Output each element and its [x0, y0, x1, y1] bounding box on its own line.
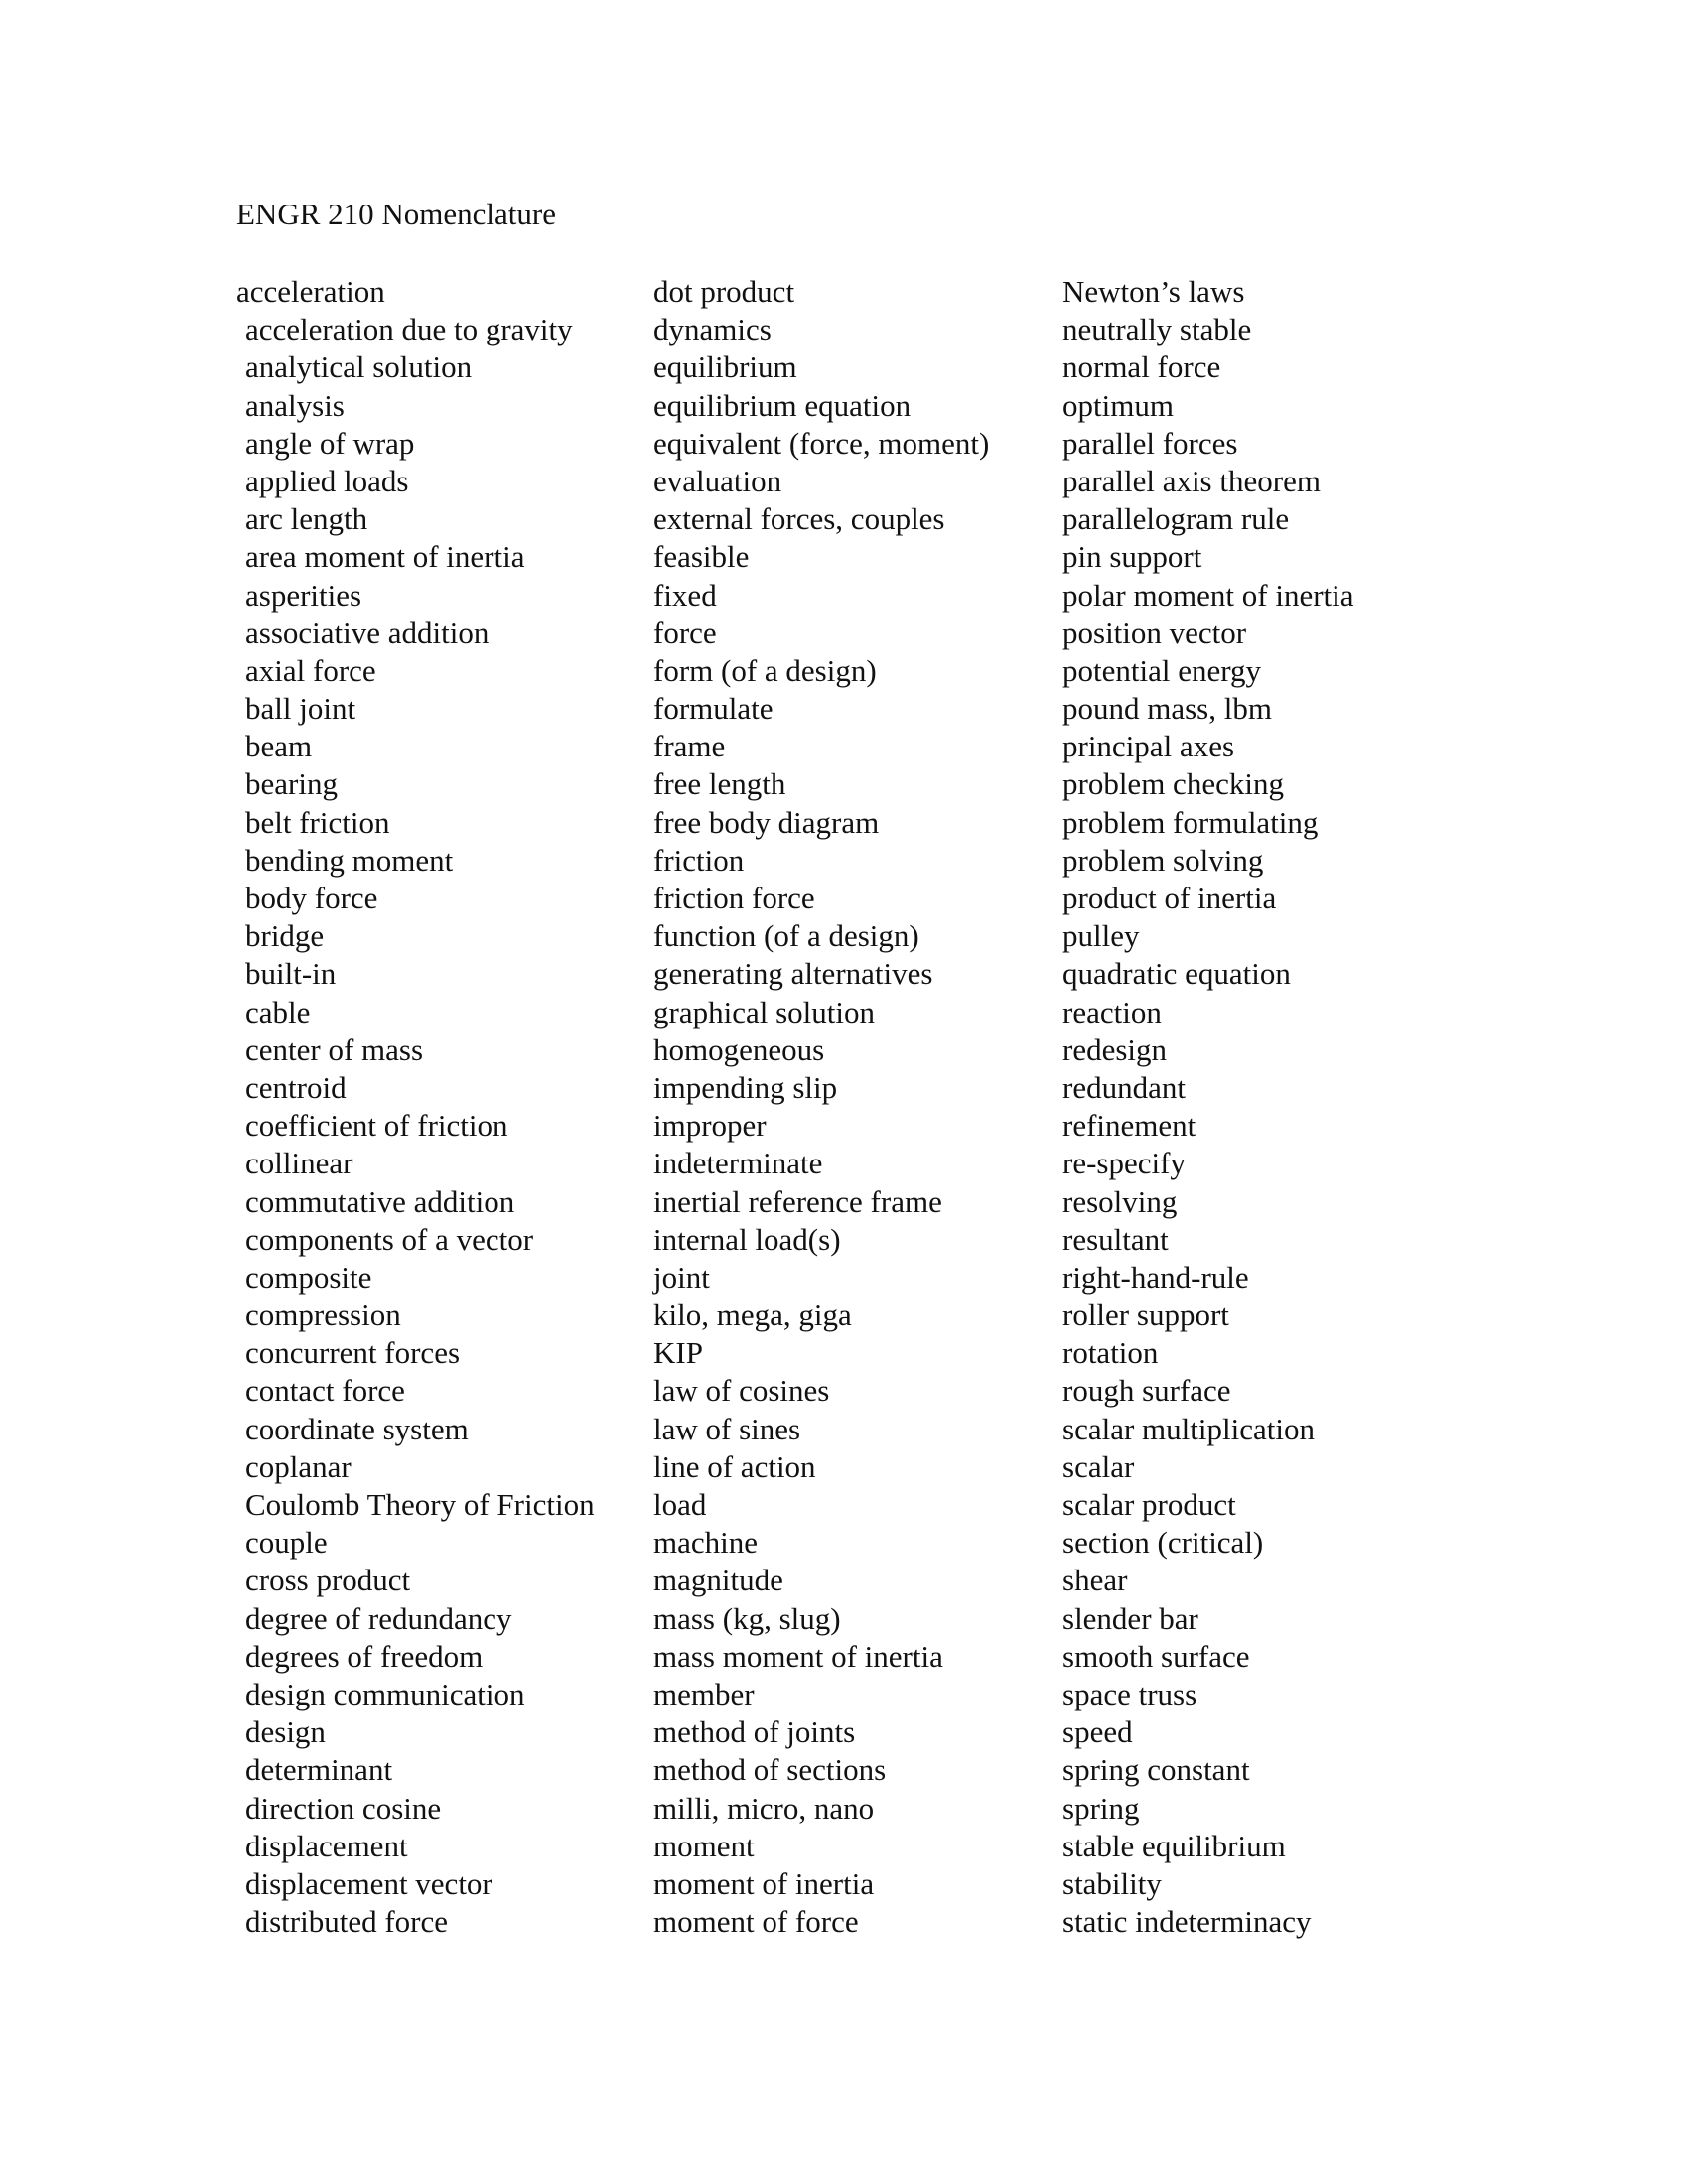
- term-item: scalar: [1062, 1448, 1135, 1484]
- term-item: position vector: [1062, 614, 1247, 650]
- term-item: angle of wrap: [245, 425, 415, 461]
- term-item: axial force: [245, 652, 376, 688]
- term-item: concurrent forces: [245, 1335, 461, 1371]
- term-item: compression: [245, 1297, 401, 1333]
- term-item: reaction: [1062, 994, 1162, 1029]
- page-title: ENGR 210 Nomenclature: [236, 197, 556, 231]
- term-item: free body diagram: [653, 804, 880, 840]
- term-item: equivalent (force, moment): [653, 425, 990, 461]
- term-item: parallel axis theorem: [1062, 463, 1321, 498]
- term-item: built-in: [245, 956, 337, 992]
- term-item: dynamics: [653, 312, 772, 347]
- term-item: dot product: [653, 274, 795, 309]
- term-item: Newton’s laws: [1062, 274, 1245, 309]
- term-item: mass (kg, slug): [653, 1600, 841, 1636]
- term-item: impending slip: [653, 1069, 838, 1105]
- term-item: roller support: [1062, 1297, 1229, 1333]
- term-item: space truss: [1062, 1676, 1197, 1711]
- term-item: stable equilibrium: [1062, 1828, 1286, 1863]
- term-item: coordinate system: [245, 1411, 469, 1446]
- term-item: fixed: [653, 577, 717, 613]
- term-item: scalar product: [1062, 1487, 1236, 1522]
- term-item: shear: [1062, 1563, 1128, 1598]
- term-item: method of joints: [653, 1714, 856, 1750]
- term-column-3: [1062, 273, 1479, 1941]
- term-item: stability: [1062, 1865, 1162, 1901]
- term-item: pin support: [1062, 539, 1202, 575]
- term-item: distributed force: [245, 1904, 449, 1940]
- term-item: resolving: [1062, 1183, 1178, 1219]
- term-item: moment of force: [653, 1904, 859, 1940]
- term-item: problem checking: [1062, 766, 1284, 802]
- term-item: acceleration: [236, 274, 385, 309]
- term-column-1: [236, 273, 633, 1941]
- term-item: beam: [245, 729, 313, 764]
- term-item: redesign: [1062, 1031, 1168, 1067]
- term-item: rough surface: [1062, 1373, 1231, 1409]
- term-item: belt friction: [245, 804, 390, 840]
- term-item: form (of a design): [653, 652, 877, 688]
- term-item: graphical solution: [653, 994, 875, 1029]
- term-item: arc length: [245, 501, 368, 537]
- term-item: polar moment of inertia: [1062, 577, 1354, 613]
- term-item: commutative addition: [245, 1183, 515, 1219]
- term-item: section (critical): [1062, 1525, 1264, 1561]
- term-item: indeterminate: [653, 1146, 823, 1181]
- term-item: design communication: [245, 1676, 525, 1711]
- term-item: problem solving: [1062, 842, 1264, 878]
- term-item: bearing: [245, 766, 338, 802]
- term-item: contact force: [245, 1373, 405, 1409]
- term-item: re-specify: [1062, 1146, 1186, 1181]
- term-item: pulley: [1062, 918, 1140, 954]
- term-item: applied loads: [245, 463, 409, 498]
- term-item: design: [245, 1714, 326, 1750]
- term-item: displacement vector: [245, 1865, 492, 1901]
- term-item: scalar multiplication: [1062, 1411, 1315, 1446]
- term-item: generating alternatives: [653, 956, 933, 992]
- term-item: method of sections: [653, 1752, 887, 1788]
- term-item: couple: [245, 1525, 328, 1561]
- term-item: ball joint: [245, 691, 356, 727]
- term-column-2: [653, 273, 1051, 1941]
- term-item: analysis: [245, 387, 345, 423]
- term-item: milli, micro, nano: [653, 1790, 875, 1826]
- term-item: law of sines: [653, 1411, 801, 1446]
- term-item: spring constant: [1062, 1752, 1250, 1788]
- term-item: KIP: [653, 1335, 703, 1371]
- term-item: kilo, mega, giga: [653, 1297, 852, 1333]
- term-item: mass moment of inertia: [653, 1638, 943, 1674]
- term-item: function (of a design): [653, 918, 919, 954]
- term-item: inertial reference frame: [653, 1183, 942, 1219]
- term-item: external forces, couples: [653, 501, 945, 537]
- term-item: evaluation: [653, 463, 782, 498]
- term-item: analytical solution: [245, 349, 473, 385]
- term-item: moment: [653, 1828, 755, 1863]
- term-item: normal force: [1062, 349, 1221, 385]
- term-item: spring: [1062, 1790, 1140, 1826]
- term-item: determinant: [245, 1752, 393, 1788]
- term-item: potential energy: [1062, 652, 1262, 688]
- term-item: magnitude: [653, 1563, 783, 1598]
- term-item: components of a vector: [245, 1221, 534, 1257]
- term-item: degrees of freedom: [245, 1638, 484, 1674]
- term-item: joint: [653, 1259, 710, 1295]
- term-item: equilibrium equation: [653, 387, 912, 423]
- term-item: displacement: [245, 1828, 408, 1863]
- term-item: frame: [653, 729, 726, 764]
- term-item: speed: [1062, 1714, 1133, 1750]
- term-item: moment of inertia: [653, 1865, 875, 1901]
- term-item: law of cosines: [653, 1373, 830, 1409]
- term-item: pound mass, lbm: [1062, 691, 1272, 727]
- term-item: slender bar: [1062, 1600, 1198, 1636]
- term-item: right-hand-rule: [1062, 1259, 1249, 1295]
- term-item: rotation: [1062, 1335, 1159, 1371]
- term-item: optimum: [1062, 387, 1174, 423]
- term-item: direction cosine: [245, 1790, 442, 1826]
- term-item: cable: [245, 994, 311, 1029]
- term-item: bridge: [245, 918, 325, 954]
- term-item: formulate: [653, 691, 774, 727]
- term-item: redundant: [1062, 1069, 1186, 1105]
- term-item: equilibrium: [653, 349, 797, 385]
- term-item: line of action: [653, 1448, 816, 1484]
- term-item: principal axes: [1062, 729, 1235, 764]
- term-item: refinement: [1062, 1108, 1196, 1144]
- term-item: feasible: [653, 539, 750, 575]
- term-item: friction force: [653, 881, 815, 915]
- term-item: acceleration due to gravity: [245, 312, 573, 347]
- term-item: composite: [245, 1259, 372, 1295]
- term-item: internal load(s): [653, 1221, 841, 1257]
- term-item: free length: [653, 766, 786, 802]
- term-item: problem formulating: [1062, 804, 1319, 840]
- term-item: smooth surface: [1062, 1638, 1250, 1674]
- term-item: coplanar: [245, 1448, 352, 1484]
- term-item: parallelogram rule: [1062, 501, 1290, 537]
- term-item: resultant: [1062, 1221, 1169, 1257]
- term-item: product of inertia: [1062, 881, 1277, 915]
- term-item: bending moment: [245, 842, 454, 878]
- term-item: coefficient of friction: [245, 1108, 508, 1144]
- term-item: parallel forces: [1062, 425, 1238, 461]
- term-item: center of mass: [245, 1031, 424, 1067]
- term-item: static indeterminacy: [1062, 1904, 1312, 1940]
- term-item: Coulomb Theory of Friction: [245, 1487, 595, 1522]
- term-item: quadratic equation: [1062, 956, 1291, 992]
- term-item: member: [653, 1676, 755, 1711]
- term-item: homogeneous: [653, 1031, 825, 1067]
- term-item: neutrally stable: [1062, 312, 1252, 347]
- term-item: body force: [245, 881, 378, 915]
- term-item: centroid: [245, 1069, 347, 1105]
- term-item: friction: [653, 842, 745, 878]
- term-item: cross product: [245, 1563, 411, 1598]
- term-item: area moment of inertia: [245, 539, 525, 575]
- term-item: load: [653, 1487, 707, 1522]
- term-item: force: [653, 614, 717, 650]
- term-item: collinear: [245, 1146, 353, 1181]
- term-item: associative addition: [245, 614, 490, 650]
- term-item: improper: [653, 1108, 767, 1144]
- term-item: asperities: [245, 577, 362, 613]
- term-item: degree of redundancy: [245, 1600, 512, 1636]
- term-item: machine: [653, 1525, 759, 1561]
